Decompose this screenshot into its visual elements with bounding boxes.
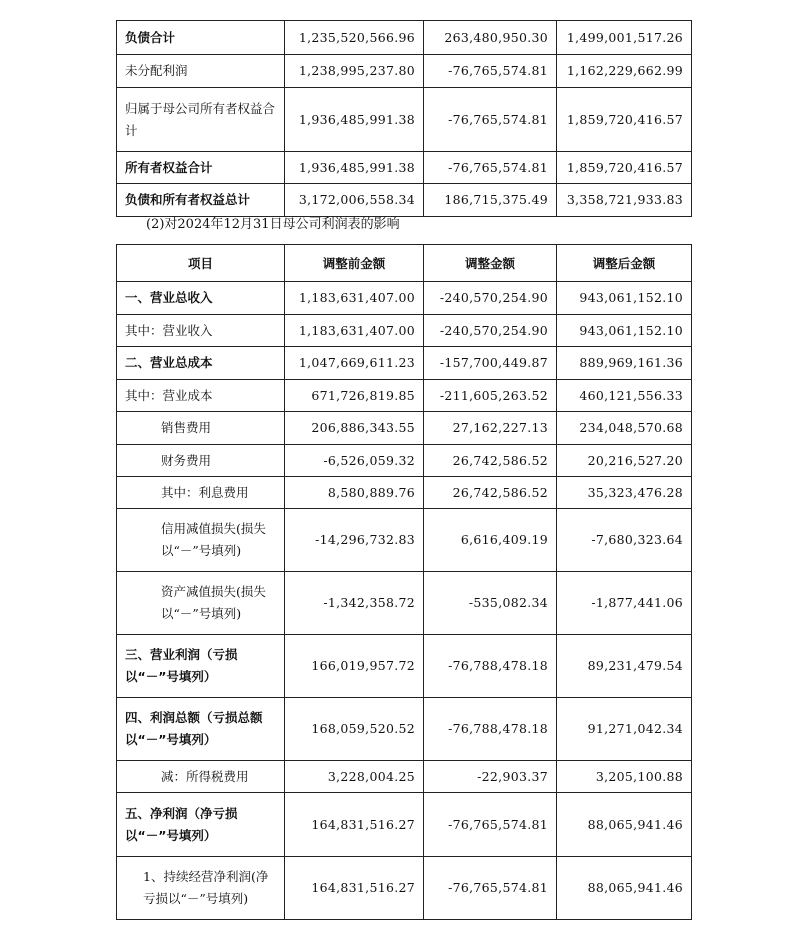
table-row <box>117 152 692 184</box>
value-after: 889,969,161.36 <box>557 347 692 380</box>
value-after: 1,859,720,416.57 <box>557 88 692 152</box>
value-after: -7,680,323.64 <box>557 509 692 572</box>
value-adjust: 26,742,586.52 <box>424 477 557 509</box>
value-after: 943,061,152.10 <box>557 315 692 347</box>
table-row <box>117 509 692 572</box>
value-before: -6,526,059.32 <box>285 445 424 477</box>
table-row <box>117 761 692 793</box>
value-adjust: -76,765,574.81 <box>424 88 557 152</box>
table-row <box>117 55 692 88</box>
value-adjust: 6,616,409.19 <box>424 509 557 572</box>
value-before: 671,726,819.85 <box>285 380 424 412</box>
table-row <box>117 282 692 315</box>
value-after: 35,323,476.28 <box>557 477 692 509</box>
table-row <box>117 315 692 347</box>
value-before: 166,019,957.72 <box>285 635 424 698</box>
row-label: 五、净利润（净亏损以“－”号填列） <box>117 793 285 857</box>
value-after: 89,231,479.54 <box>557 635 692 698</box>
value-after: 91,271,042.34 <box>557 698 692 761</box>
value-adjust: -157,700,449.87 <box>424 347 557 380</box>
value-after: 20,216,527.20 <box>557 445 692 477</box>
value-before: 3,172,006,558.34 <box>285 184 424 217</box>
row-label: 四、利润总额（亏损总额以“－”号填列） <box>117 698 285 761</box>
table-row <box>117 380 692 412</box>
table-row <box>117 347 692 380</box>
value-after: 3,205,100.88 <box>557 761 692 793</box>
table-row <box>117 184 692 217</box>
header-before: 调整前金额 <box>285 245 424 282</box>
value-adjust: -76,765,574.81 <box>424 55 557 88</box>
value-before: 1,183,631,407.00 <box>285 282 424 315</box>
value-after: 88,065,941.46 <box>557 857 692 920</box>
value-after: 943,061,152.10 <box>557 282 692 315</box>
value-before: 1,183,631,407.00 <box>285 315 424 347</box>
row-label: 1、持续经营净利润(净亏损以“－”号填列) <box>117 857 285 920</box>
table-row <box>117 477 692 509</box>
table-row <box>117 857 692 920</box>
table-row <box>117 635 692 698</box>
row-label: 一、营业总收入 <box>117 282 285 315</box>
value-adjust: -76,765,574.81 <box>424 152 557 184</box>
value-after: 3,358,721,933.83 <box>557 184 692 217</box>
value-after: 1,499,001,517.26 <box>557 21 692 55</box>
value-before: 168,059,520.52 <box>285 698 424 761</box>
header-item: 项目 <box>117 245 285 282</box>
value-adjust: 27,162,227.13 <box>424 412 557 445</box>
table-row <box>117 445 692 477</box>
value-before: 1,235,520,566.96 <box>285 21 424 55</box>
table-row <box>117 21 692 55</box>
value-after: 1,859,720,416.57 <box>557 152 692 184</box>
header-adjust: 调整金额 <box>424 245 557 282</box>
value-before: 1,238,995,237.80 <box>285 55 424 88</box>
value-adjust: -76,765,574.81 <box>424 793 557 857</box>
row-label: 负债合计 <box>117 21 285 55</box>
value-before: 164,831,516.27 <box>285 793 424 857</box>
header-after: 调整后金额 <box>557 245 692 282</box>
row-label: 负债和所有者权益总计 <box>117 184 285 217</box>
value-adjust: 26,742,586.52 <box>424 445 557 477</box>
value-before: 1,936,485,991.38 <box>285 88 424 152</box>
balance-sheet-table <box>116 20 692 217</box>
row-label: 其中：利息费用 <box>117 477 285 509</box>
value-adjust: -76,765,574.81 <box>424 857 557 920</box>
row-label: 减：所得税费用 <box>117 761 285 793</box>
value-adjust: 186,715,375.49 <box>424 184 557 217</box>
value-adjust: -211,605,263.52 <box>424 380 557 412</box>
row-label: 信用减值损失(损失以“－”号填列) <box>117 509 285 572</box>
value-before: -1,342,358.72 <box>285 572 424 635</box>
row-label: 未分配利润 <box>117 55 285 88</box>
value-adjust: -240,570,254.90 <box>424 315 557 347</box>
value-before: 8,580,889.76 <box>285 477 424 509</box>
value-adjust: 263,480,950.30 <box>424 21 557 55</box>
table-row <box>117 412 692 445</box>
income-statement-table <box>116 244 692 920</box>
row-label: 财务费用 <box>117 445 285 477</box>
value-before: 1,047,669,611.23 <box>285 347 424 380</box>
row-label: 三、营业利润（亏损以“－”号填列） <box>117 635 285 698</box>
value-after: 460,121,556.33 <box>557 380 692 412</box>
value-before: 206,886,343.55 <box>285 412 424 445</box>
table-header-row <box>117 245 692 282</box>
row-label: 其中：营业收入 <box>117 315 285 347</box>
value-before: 1,936,485,991.38 <box>285 152 424 184</box>
value-after: -1,877,441.06 <box>557 572 692 635</box>
value-before: 164,831,516.27 <box>285 857 424 920</box>
row-label: 资产减值损失(损失以“－”号填列) <box>117 572 285 635</box>
table-row <box>117 572 692 635</box>
row-label: 所有者权益合计 <box>117 152 285 184</box>
value-adjust: -535,082.34 <box>424 572 557 635</box>
value-adjust: -22,903.37 <box>424 761 557 793</box>
row-label: 销售费用 <box>117 412 285 445</box>
table-row <box>117 88 692 152</box>
value-before: -14,296,732.83 <box>285 509 424 572</box>
section-note: (2)对2024年12月31日母公司利润表的影响 <box>146 217 400 232</box>
row-label: 归属于母公司所有者权益合计 <box>117 88 285 152</box>
value-after: 234,048,570.68 <box>557 412 692 445</box>
table-row <box>117 793 692 857</box>
value-after: 88,065,941.46 <box>557 793 692 857</box>
row-label: 其中：营业成本 <box>117 380 285 412</box>
value-adjust: -240,570,254.90 <box>424 282 557 315</box>
table-row <box>117 698 692 761</box>
row-label: 二、营业总成本 <box>117 347 285 380</box>
value-before: 3,228,004.25 <box>285 761 424 793</box>
value-adjust: -76,788,478.18 <box>424 698 557 761</box>
value-after: 1,162,229,662.99 <box>557 55 692 88</box>
value-adjust: -76,788,478.18 <box>424 635 557 698</box>
